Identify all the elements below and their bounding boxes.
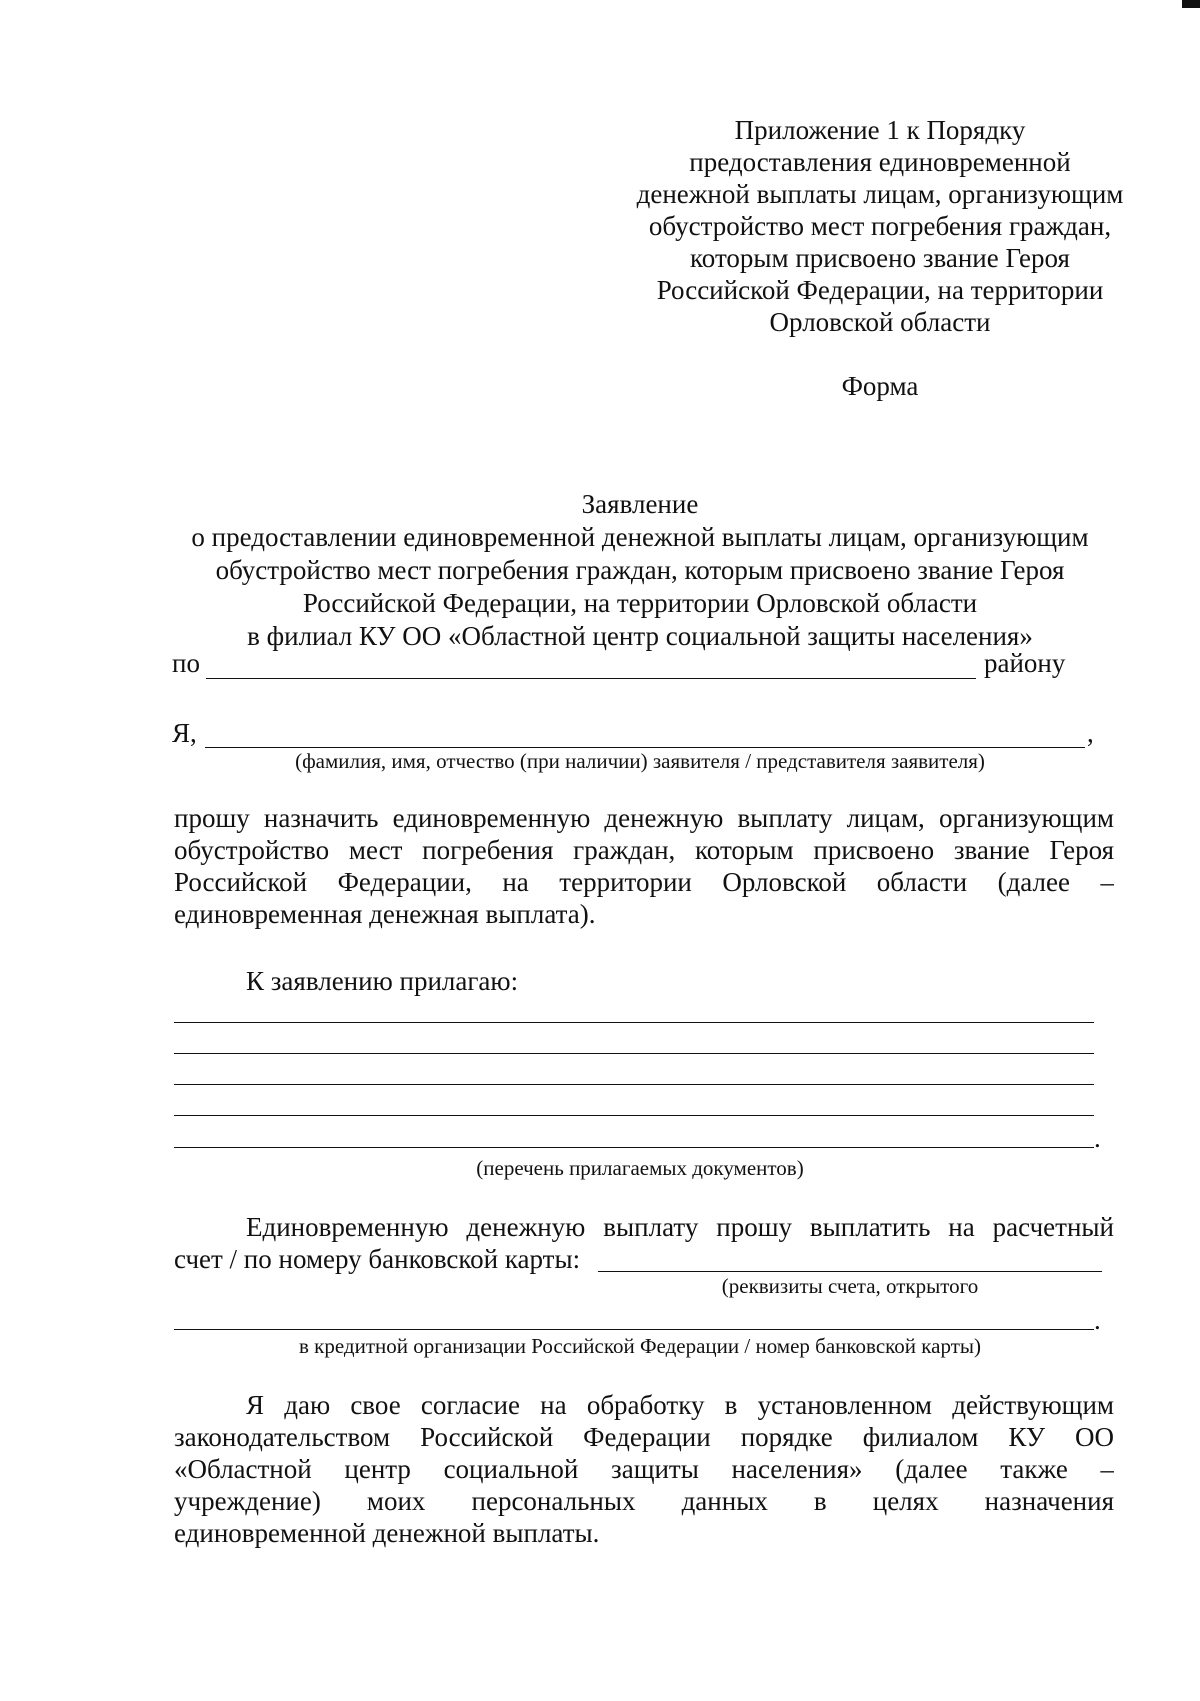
payment-paragraph xyxy=(174,1211,1114,1243)
payment-line-prefix: счет / по номеру банковской карты: xyxy=(174,1244,581,1274)
request-line: обустройство мест погребения граждан, которым присвоено звание Героя xyxy=(174,835,1114,865)
attachments-label: К заявлению прилагаю: xyxy=(246,966,519,996)
attachment-line[interactable] xyxy=(174,1053,1094,1054)
applicant-caption: (фамилия, имя, отчество (при наличии) заявителя / представителя заявителя) xyxy=(295,749,985,773)
bank-details-field[interactable] xyxy=(598,1271,1102,1272)
title-line: о предоставлении единовременной денежной выплаты лицам, организующим xyxy=(191,522,1089,552)
district-field[interactable] xyxy=(206,678,976,679)
consent-line: единовременной денежной выплаты. xyxy=(174,1518,600,1548)
appendix-line: Орловской области xyxy=(769,307,991,337)
appendix-line: Российской Федерации, на территории xyxy=(656,275,1104,305)
appendix-line: денежной выплаты лицам, организующим xyxy=(636,179,1124,209)
request-line: Российской Федерации, на территории Орловской области (далее – xyxy=(174,867,1114,897)
appendix-line: которым присвоено звание Героя xyxy=(690,243,1070,273)
appendix-line: обустройство мест погребения граждан, xyxy=(648,211,1112,241)
payment-line: Единовременную денежную выплату прошу выплатить на расчетный xyxy=(246,1212,1114,1242)
attachment-line[interactable] xyxy=(174,1147,1094,1148)
title-line: Российской Федерации, на территории Орловской области xyxy=(302,588,978,618)
consent-line: законодательством Российской Федерации порядке филиалом КУ ОО xyxy=(174,1422,1114,1452)
consent-paragraph xyxy=(174,1389,1114,1549)
applicant-prefix: Я, xyxy=(172,718,197,748)
attachments-caption: (перечень прилагаемых документов) xyxy=(476,1156,804,1180)
appendix-line: предоставления единовременной xyxy=(689,147,1071,177)
bank-caption-top: (реквизиты счета, открытого xyxy=(721,1274,979,1298)
consent-line: «Областной центр социальной защиты населения» (далее также – xyxy=(174,1454,1114,1484)
district-suffix: району xyxy=(984,648,1066,678)
attachments-end-mark: . xyxy=(1094,1123,1101,1153)
bank-caption-bottom: в кредитной организации Российской Федерации / номер банковской карты) xyxy=(298,1334,981,1358)
payment-end-mark: . xyxy=(1094,1305,1101,1335)
attachment-line[interactable] xyxy=(174,1022,1094,1023)
attachment-line[interactable] xyxy=(174,1115,1094,1116)
form-label: Форма xyxy=(841,371,919,401)
district-prefix: по xyxy=(172,648,200,678)
bank-details-field-2[interactable] xyxy=(174,1329,1094,1330)
attachment-line[interactable] xyxy=(174,1084,1094,1085)
request-line: прошу назначить единовременную денежную выплату лицам, организующим xyxy=(174,803,1114,833)
scan-corner-mark xyxy=(1182,0,1200,8)
title-line: в филиал КУ ОО «Областной центр социальной защиты населения» xyxy=(247,621,1033,651)
consent-line: Я даю свое согласие на обработку в установленном действующим xyxy=(246,1390,1114,1420)
document-title xyxy=(160,488,1120,653)
title-line: Заявление xyxy=(581,489,699,519)
appendix-line: Приложение 1 к Порядку xyxy=(734,115,1026,145)
applicant-comma: , xyxy=(1087,718,1094,748)
appendix-header xyxy=(600,114,1160,338)
request-paragraph xyxy=(174,802,1114,930)
consent-line: учреждение) моих персональных данных в целях назначения xyxy=(174,1486,1114,1516)
title-line: обустройство мест погребения граждан, которым присвоено звание Героя xyxy=(215,555,1065,585)
request-line: единовременная денежная выплата). xyxy=(174,899,596,929)
